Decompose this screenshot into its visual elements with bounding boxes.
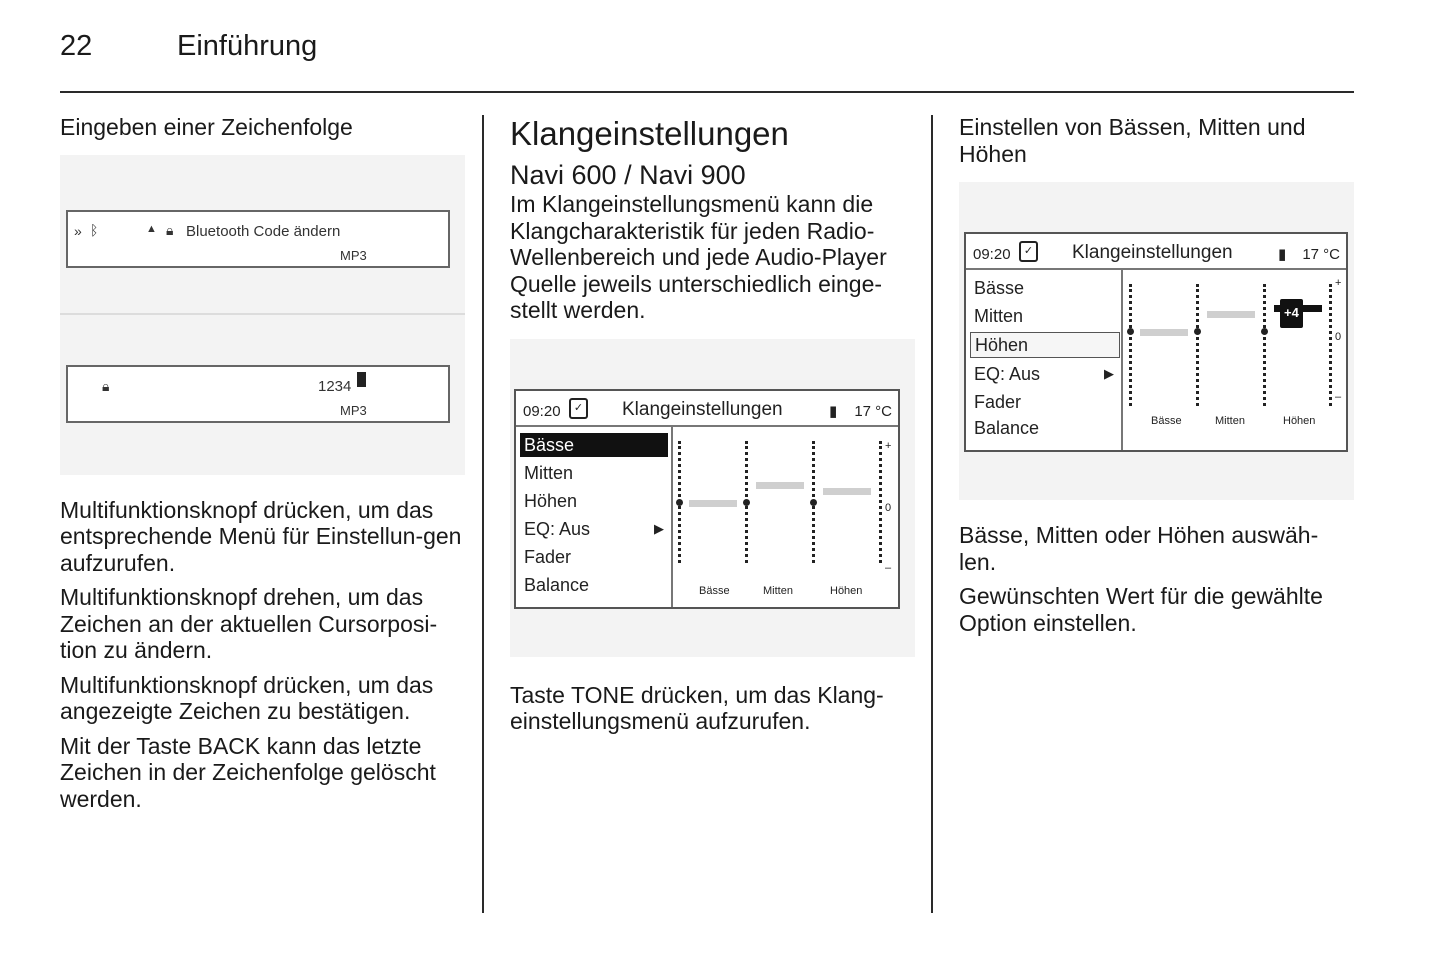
paragraph: Mit der Taste BACK kann das letzte Zeichen in der Zeichenfolge gelöscht werden. — [60, 732, 436, 812]
display-bottom-source: MP3 — [340, 402, 367, 418]
menu-item-hoehen[interactable]: Höhen — [970, 332, 1120, 358]
chevron-right-icon: ▶ — [654, 520, 664, 536]
display-top — [66, 210, 450, 268]
zero-marker — [810, 499, 817, 506]
screen-temperature: 17 °C — [854, 402, 892, 420]
minus-mark: – — [1335, 391, 1342, 403]
screen-header — [966, 234, 1346, 270]
slider-track — [1129, 284, 1134, 406]
lock-icon: 🔒︎ — [102, 377, 110, 394]
paragraph: Taste TONE drücken, um das Klang-einstellungsmenü aufzurufen. — [510, 681, 884, 734]
zero-marker — [1261, 328, 1268, 335]
paragraph: Multifunktionsknopf drehen, um das Zeichen an der aktuellen Cursorposi-tion zu ändern. — [60, 584, 438, 663]
screen-temperature: 17 °C — [1302, 246, 1340, 263]
menu-item-balance[interactable]: Balance — [974, 418, 1040, 438]
screen-menu — [966, 270, 1123, 450]
paragraph: Gewünschten Wert für die gewählte Option einstellen. — [959, 583, 1323, 636]
display-top-source: MP3 — [340, 247, 367, 263]
screen-title: Klangeinstellungen — [622, 398, 783, 420]
bar-label-mitten: Mitten — [1215, 415, 1245, 427]
tone-screen — [964, 232, 1348, 452]
eject-icon: ▲ — [146, 222, 157, 235]
chevron-right-icon: ▶ — [1104, 366, 1114, 381]
screen-time: 09:20 — [973, 246, 1011, 263]
zero-mark: 0 — [1335, 331, 1342, 343]
bar-label-basse: Bässe — [699, 584, 730, 597]
column-1 — [60, 114, 465, 820]
screen-menu — [516, 427, 673, 607]
slider-track — [1263, 284, 1268, 406]
plus-mark: + — [1335, 277, 1342, 289]
subheading-string-entry: Eingeben einer Zeichenfolge — [60, 114, 353, 140]
level-bar-basse — [689, 500, 737, 507]
value-badge: +4 — [1280, 299, 1303, 328]
lock-icon: 🔒︎ — [166, 221, 174, 238]
paragraph: Multifunktionsknopf drücken, um das entsprechende Menü für Einstellun-gen aufzurufen. — [60, 496, 462, 576]
bar-label-basse: Bässe — [1151, 415, 1182, 427]
zero-marker — [1127, 328, 1134, 335]
chapter-title: Einführung — [177, 30, 318, 62]
column-3 — [959, 114, 1354, 644]
clock-icon: ✓ — [1019, 241, 1038, 262]
tone-sliders — [1123, 270, 1346, 450]
zero-mark: 0 — [885, 501, 892, 514]
figure-tone-adjust — [959, 182, 1354, 500]
column-2 — [510, 114, 915, 743]
display-top-text: Bluetooth Code ändern — [186, 222, 341, 240]
header-rule — [60, 91, 1354, 93]
cursor-block-icon — [357, 372, 366, 387]
intro-paragraph: Im Klangeinstellungsmenü kann die Klangcharakteristik für jeden Radio-Wellenbereich und jede Audio-Player Quelle jeweils unterschiedlich einge-stellt werden. — [510, 191, 887, 323]
screen-time: 09:20 — [523, 402, 561, 420]
column-divider-1 — [482, 115, 484, 913]
figure-divider — [60, 313, 465, 315]
slider-track — [1196, 284, 1201, 406]
menu-item-eq-label: EQ: Aus — [974, 364, 1041, 384]
paragraph: Multifunktionsknopf drücken, um das angezeigte Zeichen zu bestätigen. — [60, 671, 434, 724]
menu-item-eq-label: EQ: Aus — [524, 518, 591, 539]
level-bar-mitten — [756, 482, 804, 489]
bluetooth-icon: ᛒ — [90, 221, 99, 238]
minus-mark: – — [885, 561, 892, 574]
thermometer-icon: ▮ — [1278, 246, 1287, 263]
zero-marker — [676, 499, 683, 506]
menu-item-mitten[interactable]: Mitten — [524, 462, 574, 483]
menu-item-hoehen[interactable]: Höhen — [524, 490, 578, 511]
column-divider-2 — [931, 115, 933, 913]
tone-sliders — [673, 427, 898, 607]
menu-item-eq[interactable] — [520, 517, 668, 541]
figure-bluetooth-code — [60, 155, 465, 475]
slider-track — [1329, 284, 1334, 406]
clock-icon: ✓ — [569, 398, 588, 419]
slider-track — [879, 441, 884, 563]
plus-mark: + — [885, 439, 892, 452]
display-bottom — [66, 365, 450, 423]
zero-marker — [1194, 328, 1201, 335]
page-number: 22 — [60, 30, 93, 62]
bar-label-hoehen: Höhen — [1283, 415, 1316, 427]
menu-item-fader[interactable]: Fader — [974, 392, 1022, 412]
menu-item-basse[interactable]: Bässe — [974, 278, 1025, 298]
figure-tone-menu — [510, 339, 915, 657]
bar-label-mitten: Mitten — [763, 584, 793, 597]
screen-title: Klangeinstellungen — [1072, 242, 1233, 263]
menu-item-balance[interactable]: Balance — [524, 574, 590, 595]
menu-item-basse[interactable]: Bässe — [520, 433, 668, 457]
level-bar-mitten — [1207, 311, 1255, 318]
screen-header — [516, 391, 898, 427]
forward-icon: » — [74, 222, 82, 239]
paragraph: Bässe, Mitten oder Höhen auswäh-len. — [959, 522, 1319, 575]
level-bar-basse — [1140, 329, 1188, 336]
subheading-bass-mid-treble: Einstellen von Bässen, Mitten und Höhen — [959, 114, 1306, 167]
bar-label-hoehen: Höhen — [830, 584, 863, 597]
section-title: Klangeinstellungen — [510, 115, 789, 152]
menu-item-fader[interactable]: Fader — [524, 546, 572, 567]
display-bottom-code: 1234 — [318, 377, 352, 395]
thermometer-icon: ▮ — [829, 402, 838, 420]
menu-item-eq[interactable] — [970, 362, 1118, 386]
zero-marker — [743, 499, 750, 506]
menu-item-mitten[interactable]: Mitten — [974, 306, 1024, 326]
level-bar-hoehen — [823, 488, 871, 495]
tone-screen — [514, 389, 900, 609]
section-subtitle: Navi 600 / Navi 900 — [510, 160, 746, 190]
